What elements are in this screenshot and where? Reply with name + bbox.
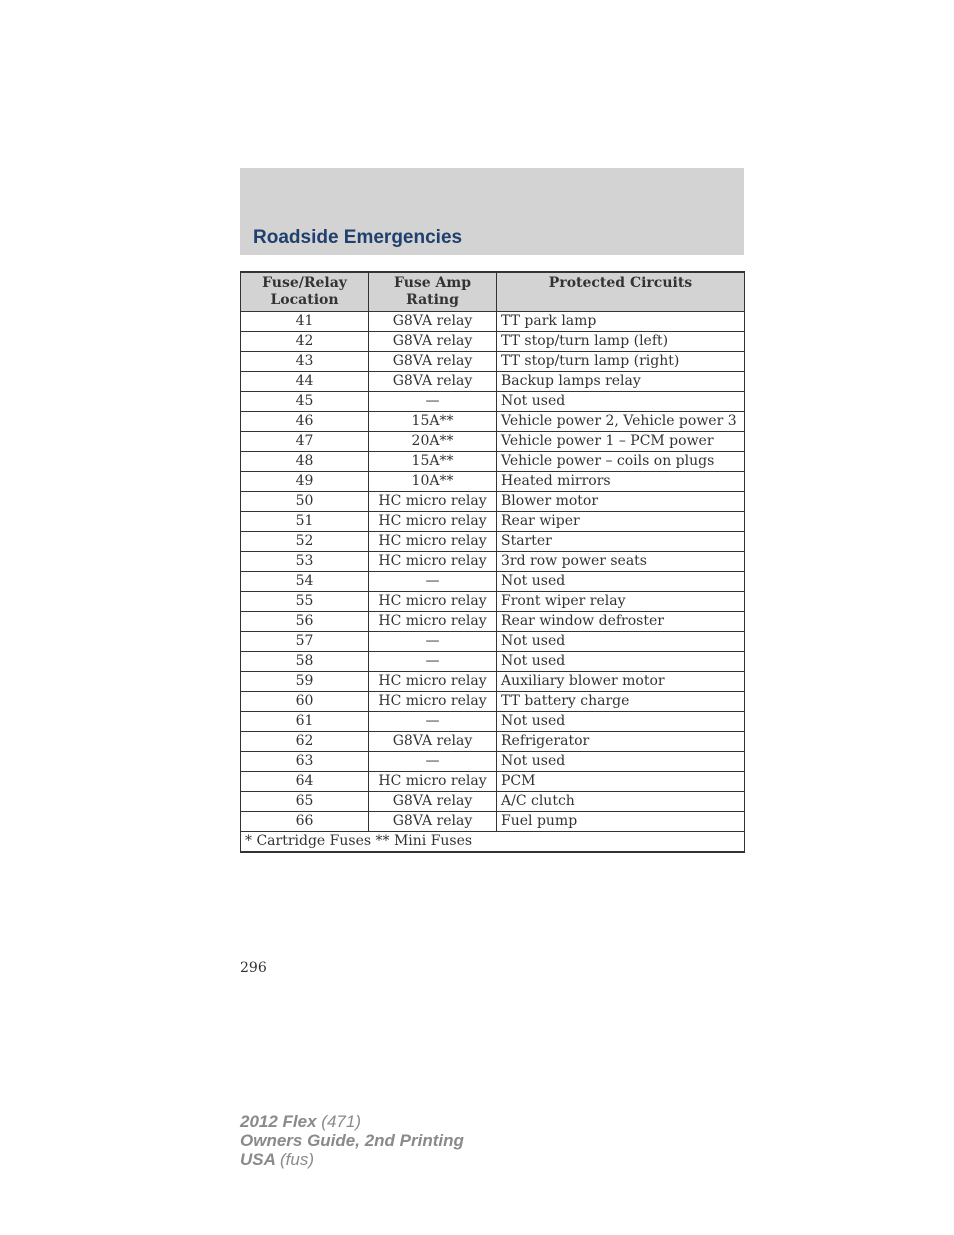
protected-circuit-cell: TT battery charge [497,692,745,712]
fuse-rating-cell: 20A** [369,432,497,452]
table-row [241,492,745,512]
fuse-rating-cell: HC micro relay [369,672,497,692]
fuse-location-cell: 49 [241,472,369,492]
fuse-location-cell: 47 [241,432,369,452]
fuse-location-cell: 58 [241,652,369,672]
fuse-rating-cell: 15A** [369,412,497,432]
table-row [241,732,745,752]
fuse-location-cell: 48 [241,452,369,472]
fuse-rating-cell: G8VA relay [369,792,497,812]
table-row [241,532,745,552]
fuse-location-cell: 42 [241,332,369,352]
table-row [241,352,745,372]
fuse-location-cell: 45 [241,392,369,412]
fuse-location-cell: 55 [241,592,369,612]
protected-circuit-cell: Fuel pump [497,812,745,832]
fuse-rating-cell: HC micro relay [369,612,497,632]
fuse-location-cell: 57 [241,632,369,652]
table-row [241,472,745,492]
fuse-location-cell: 54 [241,572,369,592]
fuse-rating-cell: HC micro relay [369,772,497,792]
table-row [241,572,745,592]
protected-circuit-cell: Rear window defroster [497,612,745,632]
protected-circuit-cell: Vehicle power 2, Vehicle power 3 [497,412,745,432]
footer-line-3: USA (fus) [240,1150,314,1169]
fuse-rating-cell: HC micro relay [369,492,497,512]
protected-circuit-cell: Not used [497,572,745,592]
protected-circuit-cell: Starter [497,532,745,552]
fuse-location-cell: 66 [241,812,369,832]
fuse-rating-cell: G8VA relay [369,352,497,372]
table-row [241,332,745,352]
fuse-rating-cell: — [369,652,497,672]
fuse-rating-cell: G8VA relay [369,732,497,752]
table-row [241,312,745,332]
protected-circuit-cell: TT stop/turn lamp (right) [497,352,745,372]
fuse-location-cell: 65 [241,792,369,812]
fuse-location-cell: 51 [241,512,369,532]
fuse-location-cell: 41 [241,312,369,332]
column-header-location: Fuse/Relay Location [241,272,369,312]
table-row [241,632,745,652]
footer-line-2: Owners Guide, 2nd Printing [240,1131,464,1150]
protected-circuit-cell: Blower motor [497,492,745,512]
table-row [241,692,745,712]
table-footnote-row [241,832,745,853]
protected-circuit-cell: Auxiliary blower motor [497,672,745,692]
table-row [241,772,745,792]
fuse-rating-cell: G8VA relay [369,812,497,832]
fuse-location-cell: 52 [241,532,369,552]
protected-circuit-cell: Not used [497,652,745,672]
fuse-location-cell: 63 [241,752,369,772]
fuse-location-cell: 60 [241,692,369,712]
column-header-circuits: Protected Circuits [497,272,745,312]
fuse-location-cell: 50 [241,492,369,512]
protected-circuit-cell: TT park lamp [497,312,745,332]
table-row [241,392,745,412]
fuse-location-cell: 53 [241,552,369,572]
protected-circuit-cell: Refrigerator [497,732,745,752]
protected-circuit-cell: TT stop/turn lamp (left) [497,332,745,352]
protected-circuit-cell: Heated mirrors [497,472,745,492]
fuse-table-body [241,312,745,832]
fuse-location-cell: 59 [241,672,369,692]
section-header-band [240,168,744,255]
fuse-location-cell: 56 [241,612,369,632]
fuse-rating-cell: G8VA relay [369,312,497,332]
protected-circuit-cell: Not used [497,632,745,652]
fuse-location-cell: 43 [241,352,369,372]
fuse-rating-cell: — [369,572,497,592]
table-row [241,552,745,572]
table-row [241,592,745,612]
fuse-rating-cell: HC micro relay [369,592,497,612]
table-row [241,452,745,472]
fuse-rating-cell: G8VA relay [369,332,497,352]
table-row [241,672,745,692]
table-row [241,512,745,532]
table-row [241,372,745,392]
table-row [241,792,745,812]
protected-circuit-cell: Not used [497,752,745,772]
column-header-rating: Fuse Amp Rating [369,272,497,312]
table-row [241,612,745,632]
fuse-rating-cell: — [369,632,497,652]
table-row [241,712,745,732]
fuse-location-cell: 62 [241,732,369,752]
protected-circuit-cell: A/C clutch [497,792,745,812]
fuse-rating-cell: — [369,752,497,772]
page-number: 296 [240,960,267,976]
fuse-rating-cell: 10A** [369,472,497,492]
table-row [241,752,745,772]
table-row [241,412,745,432]
fuse-rating-cell: 15A** [369,452,497,472]
protected-circuit-cell: PCM [497,772,745,792]
protected-circuit-cell: Front wiper relay [497,592,745,612]
protected-circuit-cell: Not used [497,392,745,412]
fuse-location-cell: 61 [241,712,369,732]
protected-circuit-cell: Backup lamps relay [497,372,745,392]
fuse-location-cell: 46 [241,412,369,432]
fuse-location-cell: 64 [241,772,369,792]
fuse-rating-cell: HC micro relay [369,692,497,712]
fuse-rating-cell: — [369,712,497,732]
fuse-rating-cell: G8VA relay [369,372,497,392]
footer-line-1: 2012 Flex (471) [240,1112,361,1131]
fuse-location-cell: 44 [241,372,369,392]
fuse-rating-cell: HC micro relay [369,512,497,532]
fuse-table [240,271,745,853]
table-row [241,652,745,672]
protected-circuit-cell: Vehicle power – coils on plugs [497,452,745,472]
fuse-rating-cell: — [369,392,497,412]
table-row [241,812,745,832]
protected-circuit-cell: Not used [497,712,745,732]
protected-circuit-cell: 3rd row power seats [497,552,745,572]
protected-circuit-cell: Rear wiper [497,512,745,532]
fuse-rating-cell: HC micro relay [369,552,497,572]
protected-circuit-cell: Vehicle power 1 – PCM power [497,432,745,452]
fuse-rating-cell: HC micro relay [369,532,497,552]
table-header-row [241,272,745,312]
section-title: Roadside Emergencies [253,227,463,248]
document-footer [240,1112,464,1169]
table-row [241,432,745,452]
table-footnote: * Cartridge Fuses ** Mini Fuses [241,832,745,853]
